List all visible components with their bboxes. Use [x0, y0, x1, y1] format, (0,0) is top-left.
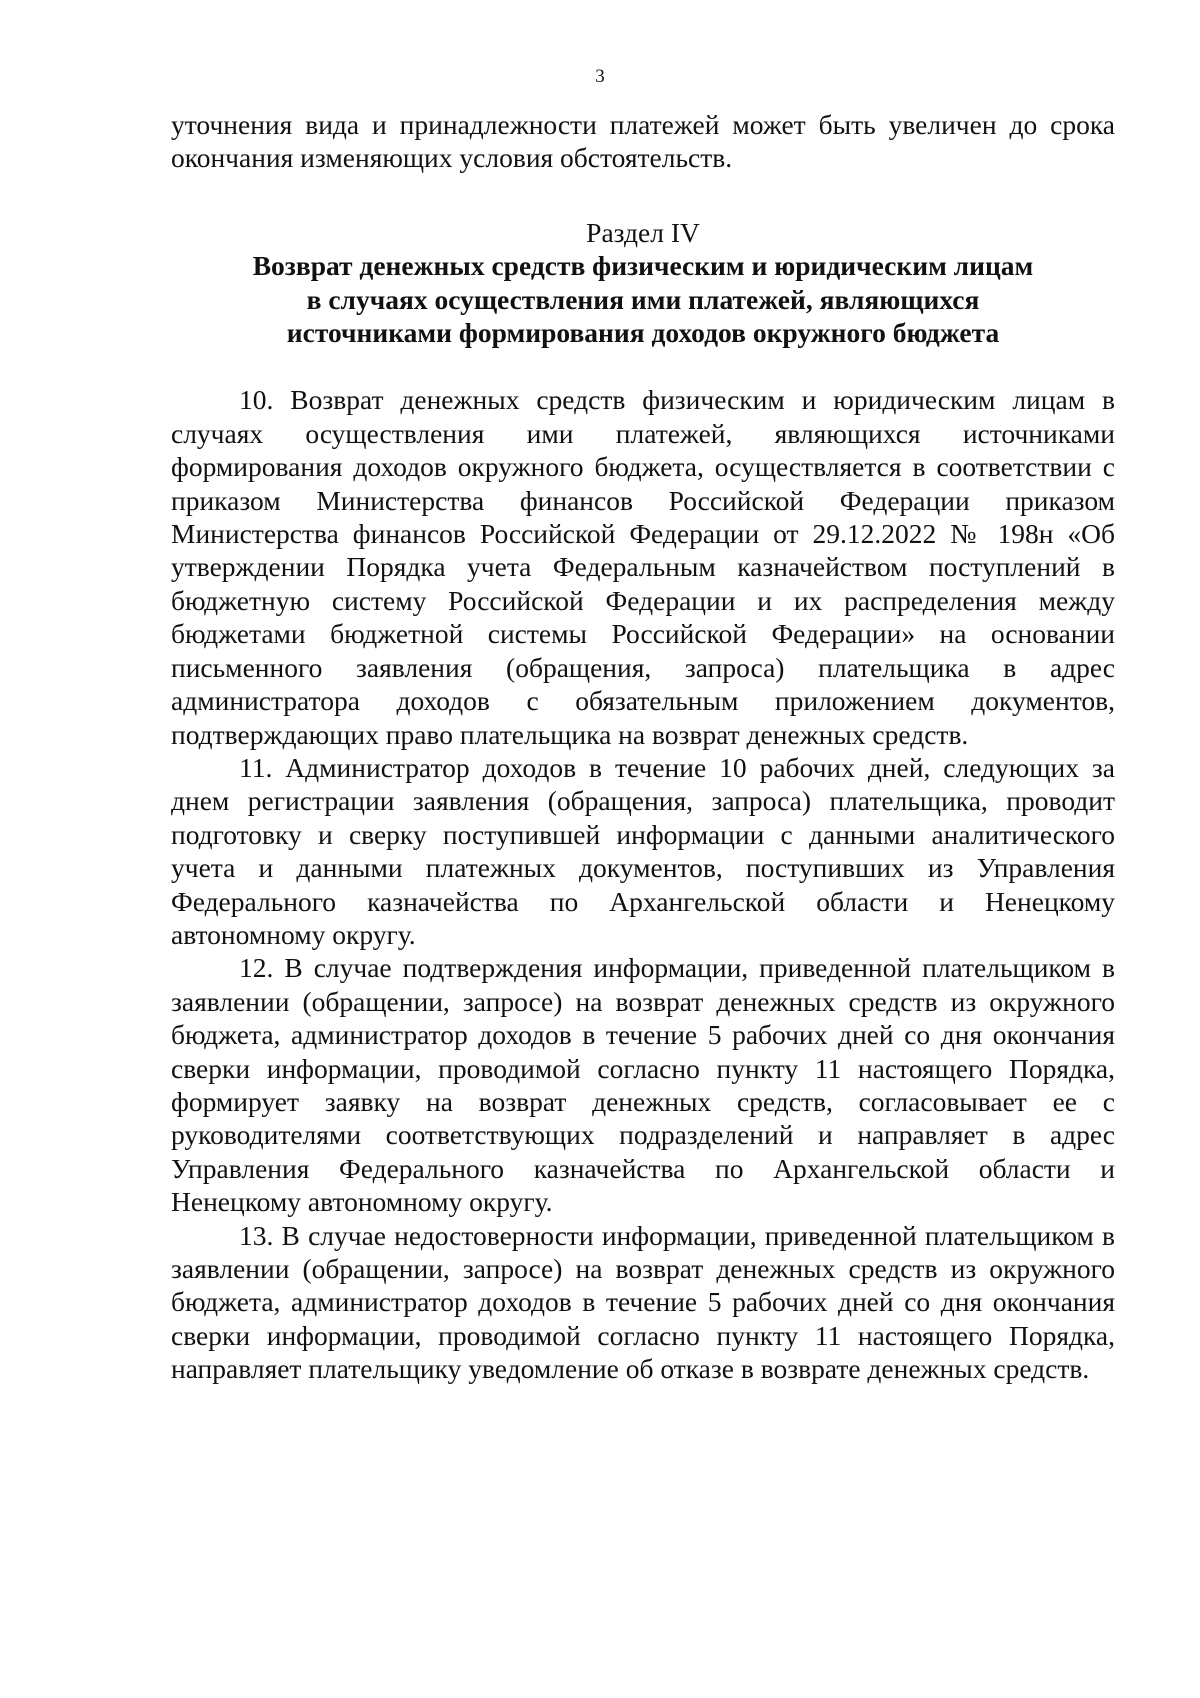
section-heading: [171, 216, 1115, 350]
section-title-line: в случаях осуществления ими платежей, являющихся: [306, 283, 980, 315]
paragraph-12: 12. В случае подтверждения информации, приведенной плательщиком в заявлении (обращении, запросе) на возврат денежных средств из окружного бюджета, администратор доходов в течение 5 рабочих дней со дня окончания сверки информации, проводимой согласно пункту 11 настоящего Порядка, формирует заявку на возврат денежных средств, согласовывает ее с руководителями соответствующих подразделений и направляет в адрес Управления Федерального казначейства по Архангельской области и Ненецкому автономному округу.: [171, 952, 1115, 1218]
page-number: 3: [595, 66, 605, 87]
section-label: Раздел IV: [586, 216, 700, 248]
document-body: [171, 108, 1115, 1386]
intro-paragraph: уточнения вида и принадлежности платежей может быть увеличен до срока окончания изменяющих условия обстоятельств.: [171, 109, 1115, 174]
section-title: [171, 249, 1115, 349]
paragraph-10: 10. Возврат денежных средств физическим и юридическим лицам в случаях осуществления ими платежей, являющихся источниками формирования доходов окружного бюджета, осуществляется в соответствии с приказом Министерства финансов Российской Федерации приказом Министерства финансов Российской Федерации от 29.12.2022 № 198н «Об утверждении Порядка учета Федеральным казначейством поступлений в бюджетную систему Российской Федерации и их распределения между бюджетами бюджетной системы Российской Федерации» на основании письменного заявления (обращения, запроса) плательщика в адрес администратора доходов с обязательным приложением документов, подтверждающих право плательщика на возврат денежных средств.: [171, 384, 1115, 750]
section-title-line: Возврат денежных средств физическим и юридическим лицам: [252, 250, 1034, 282]
paragraph-13: 13. В случае недостоверности информации, приведенной плательщиком в заявлении (обращении, запросе) на возврат денежных средств из окружного бюджета, администратор доходов в течение 5 рабочих дней со дня окончания сверки информации, проводимой согласно пункту 11 настоящего Порядка, направляет плательщику уведомление об отказе в возврате денежных средств.: [171, 1219, 1115, 1385]
section-title-line: источниками формирования доходов окружного бюджета: [286, 317, 1000, 349]
paragraph-11: 11. Администратор доходов в течение 10 рабочих дней, следующих за днем регистрации заявления (обращения, запроса) плательщика, проводит подготовку и сверку поступившей информации с данными аналитического учета и данными платежных документов, поступивших из Управления Федерального казначейства по Архангельской области и Ненецкому автономному округу.: [171, 751, 1115, 950]
